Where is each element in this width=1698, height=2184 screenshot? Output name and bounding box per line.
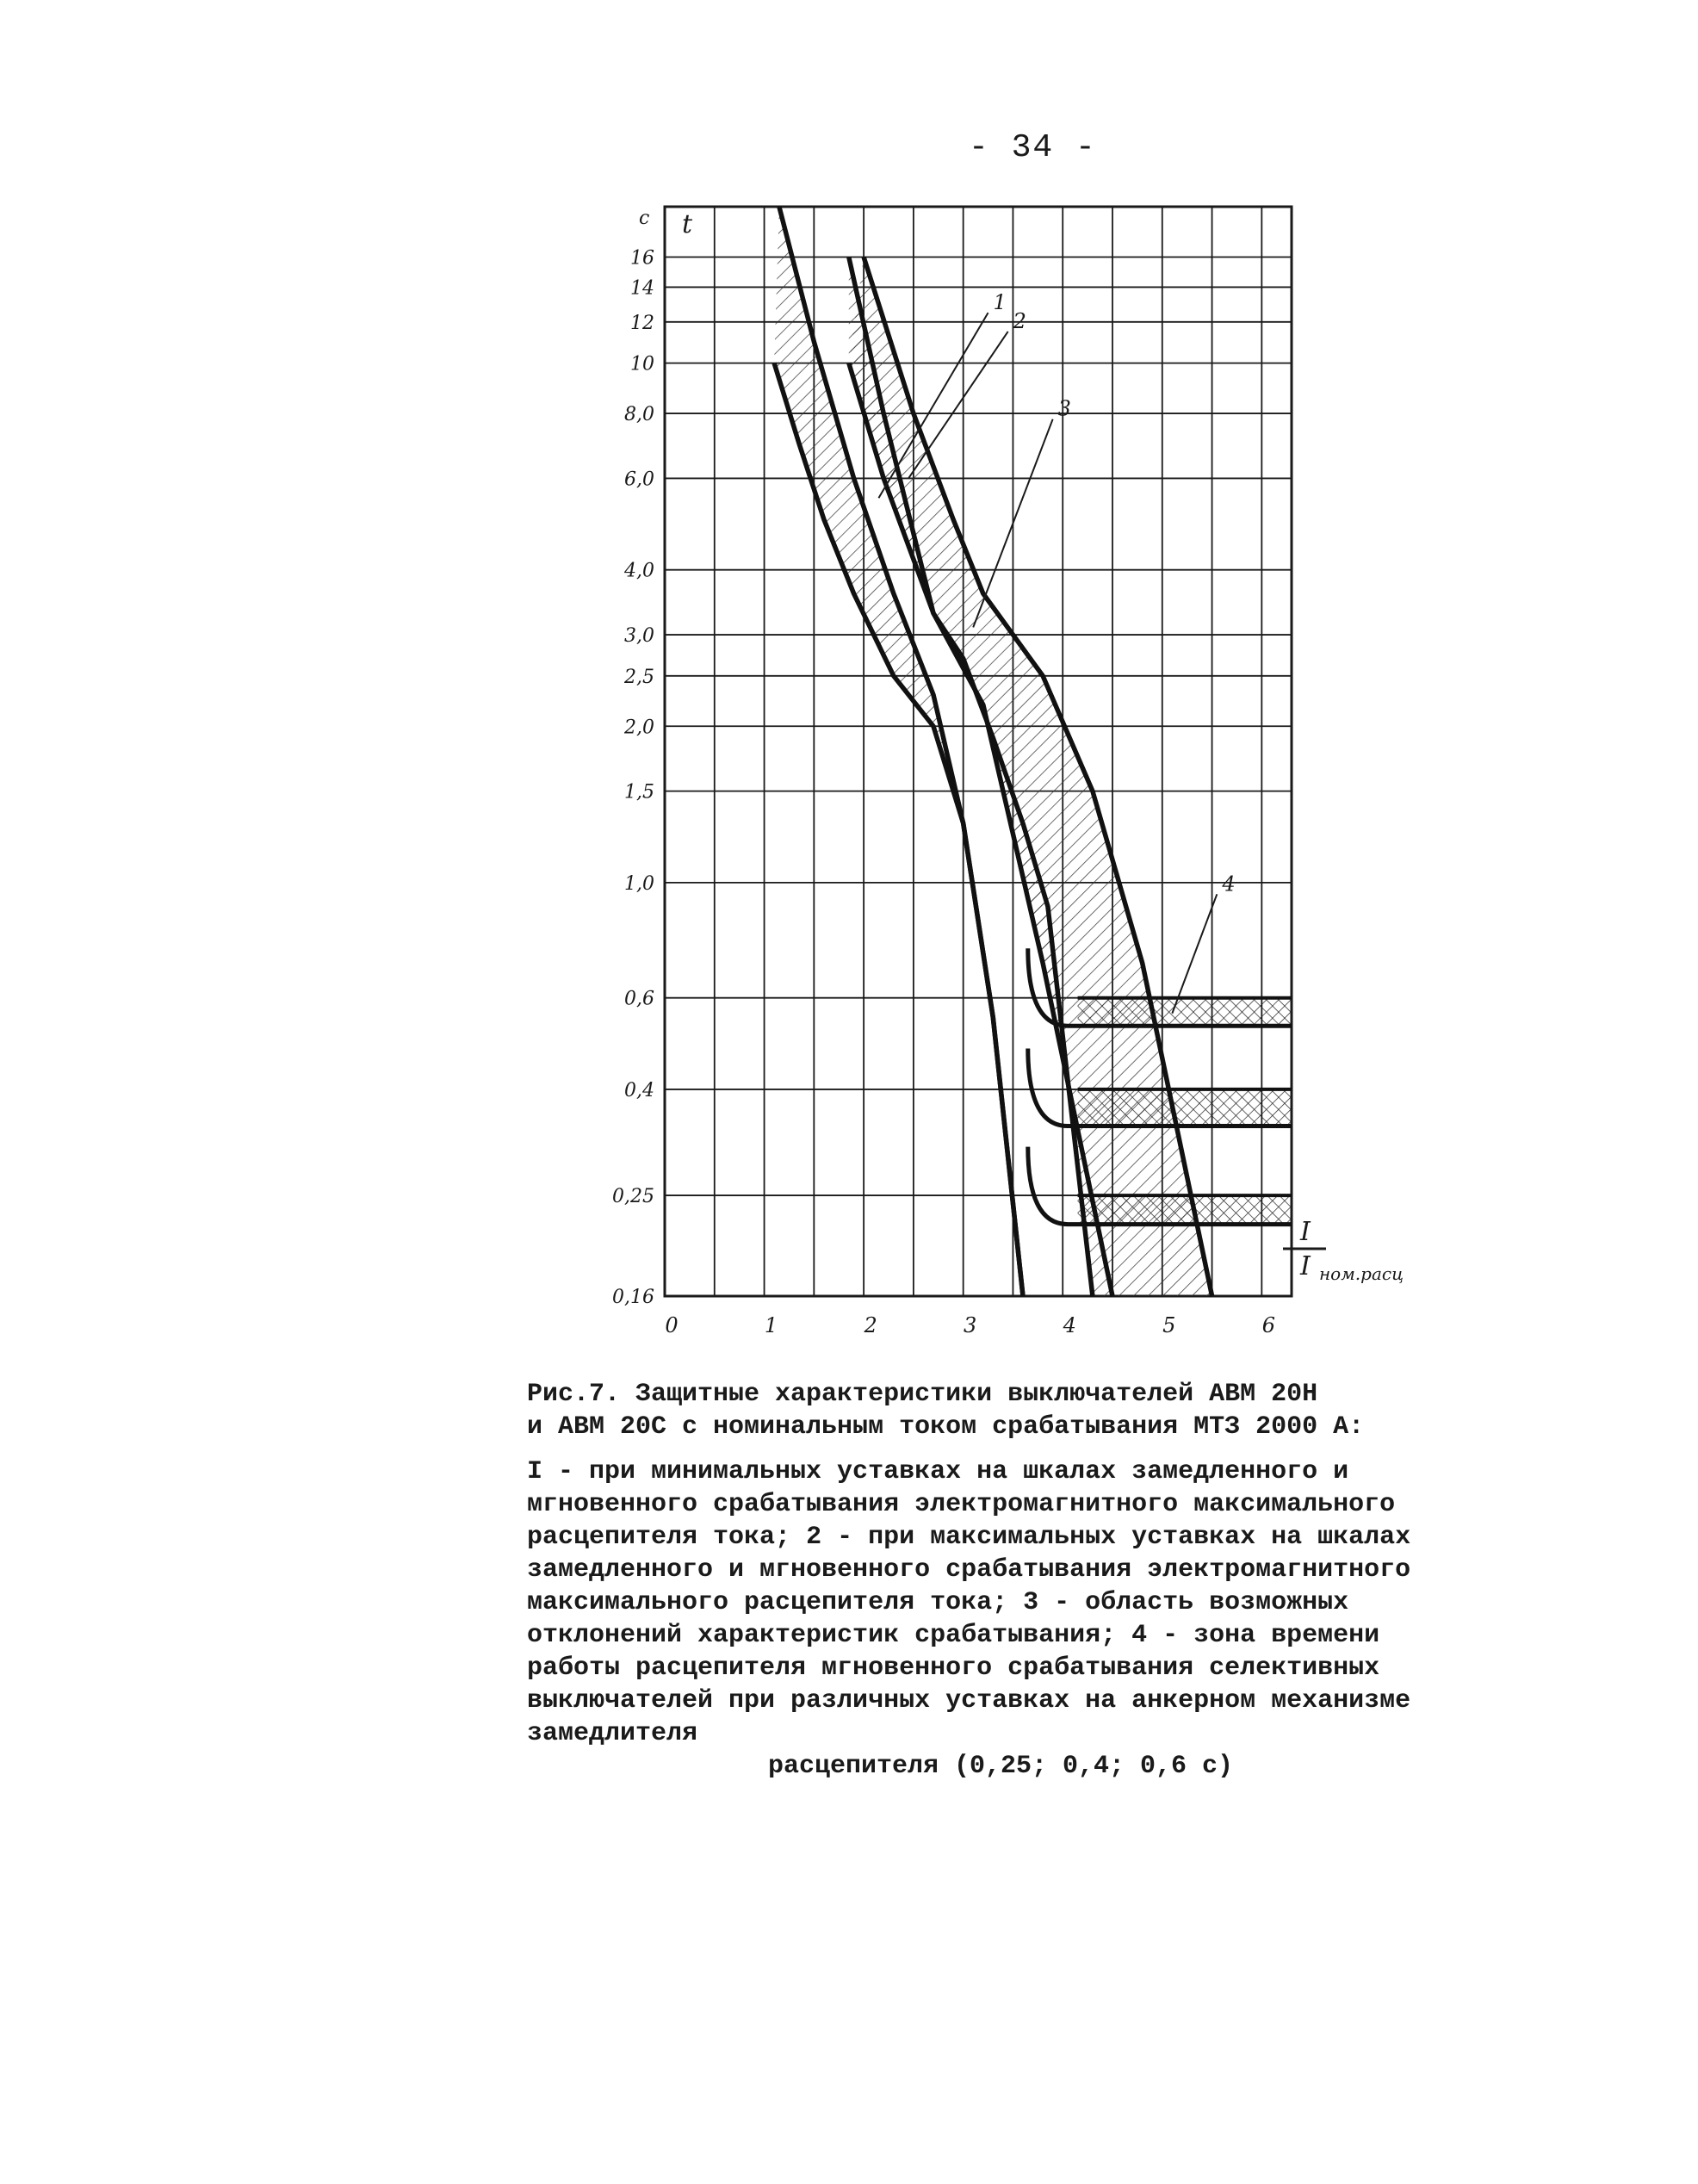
legend-item-4-end: расцепителя (0,25; 0,4; 0,6 с) xyxy=(767,1752,1234,1781)
y-tick-label: 14 xyxy=(630,277,654,300)
legend-item-4: 4 - зона времени работы расцепителя мгновенного срабатывания селективных выключателей при различных уставках на анкерном механизме замедлителя xyxy=(527,1621,1411,1748)
x-tick-label: 0 xyxy=(665,1313,679,1337)
caption-title-line-1: Рис.7. Защитные характеристики выключателей АВМ 20Н xyxy=(527,1380,1318,1409)
y-unit-label: с xyxy=(639,208,650,229)
y-tick-label: 8,0 xyxy=(624,404,654,426)
chart-grid xyxy=(665,207,1292,1296)
y-axis-label: t xyxy=(682,209,693,239)
x-tick-label: 5 xyxy=(1162,1313,1176,1337)
callout-label: 1 xyxy=(993,290,1007,315)
x-axis-label-sub: ном.расц xyxy=(1319,1263,1404,1284)
x-axis-label-top: I xyxy=(1300,1217,1311,1247)
y-tick-label: 0,16 xyxy=(612,1287,654,1308)
y-tick-label: 0,4 xyxy=(624,1079,654,1101)
x-tick-label: 2 xyxy=(864,1313,877,1337)
figure-caption xyxy=(527,1378,1474,1783)
time-current-chart xyxy=(603,189,1404,1343)
x-tick-label: 6 xyxy=(1261,1313,1275,1337)
legend-item-1: I - при минимальных уставках на шкалах замедленного и мгновенного срабатывания электромагнитного максимального расцепителя тока; xyxy=(527,1457,1396,1552)
y-tick-label: 6,0 xyxy=(624,468,654,491)
y-tick-label: 16 xyxy=(630,247,654,270)
y-tick-label: 10 xyxy=(630,353,654,375)
instant-trip-zone xyxy=(1078,998,1292,1027)
y-tick-label: 1,5 xyxy=(624,781,654,803)
legend-item-3: 3 - область возможных отклонений характеристик срабатывания; xyxy=(527,1588,1349,1650)
caption-title-line-2: и АВМ 20С с номинальным током срабатывания МТЗ 2000 А: xyxy=(527,1412,1365,1442)
y-tick-label: 12 xyxy=(630,312,654,334)
x-axis-label-bottom: I xyxy=(1300,1251,1311,1281)
instant-trip-zone xyxy=(1078,1089,1292,1126)
legend-item-2: 2 - при максимальных уставках на шкалах замедленного и мгновенного срабатывания электромагнитного максимального расцепителя тока; xyxy=(527,1523,1411,1617)
caption-legend xyxy=(527,1455,1474,1783)
callout-leader xyxy=(1172,894,1217,1013)
y-tick-label: 1,0 xyxy=(624,872,654,895)
instant-trip-zone xyxy=(1078,1195,1292,1224)
y-tick-label: 3,0 xyxy=(624,625,654,648)
x-tick-label: 1 xyxy=(764,1313,778,1337)
callout-label: 2 xyxy=(1013,308,1026,333)
callout-label: 3 xyxy=(1057,396,1071,421)
callout-leader xyxy=(908,332,1008,478)
callout-label: 4 xyxy=(1222,872,1236,897)
y-tick-label: 2,0 xyxy=(624,717,654,739)
x-tick-label: 4 xyxy=(1063,1313,1076,1337)
chart-figure xyxy=(603,189,1404,1343)
y-tick-label: 4,0 xyxy=(624,560,654,582)
page-number: - 34 - xyxy=(969,129,1097,166)
y-tick-label: 0,6 xyxy=(624,988,654,1010)
plot-frame xyxy=(665,207,1292,1296)
y-tick-label: 2,5 xyxy=(624,666,654,688)
y-tick-label: 0,25 xyxy=(612,1186,654,1208)
x-tick-label: 3 xyxy=(964,1313,977,1337)
